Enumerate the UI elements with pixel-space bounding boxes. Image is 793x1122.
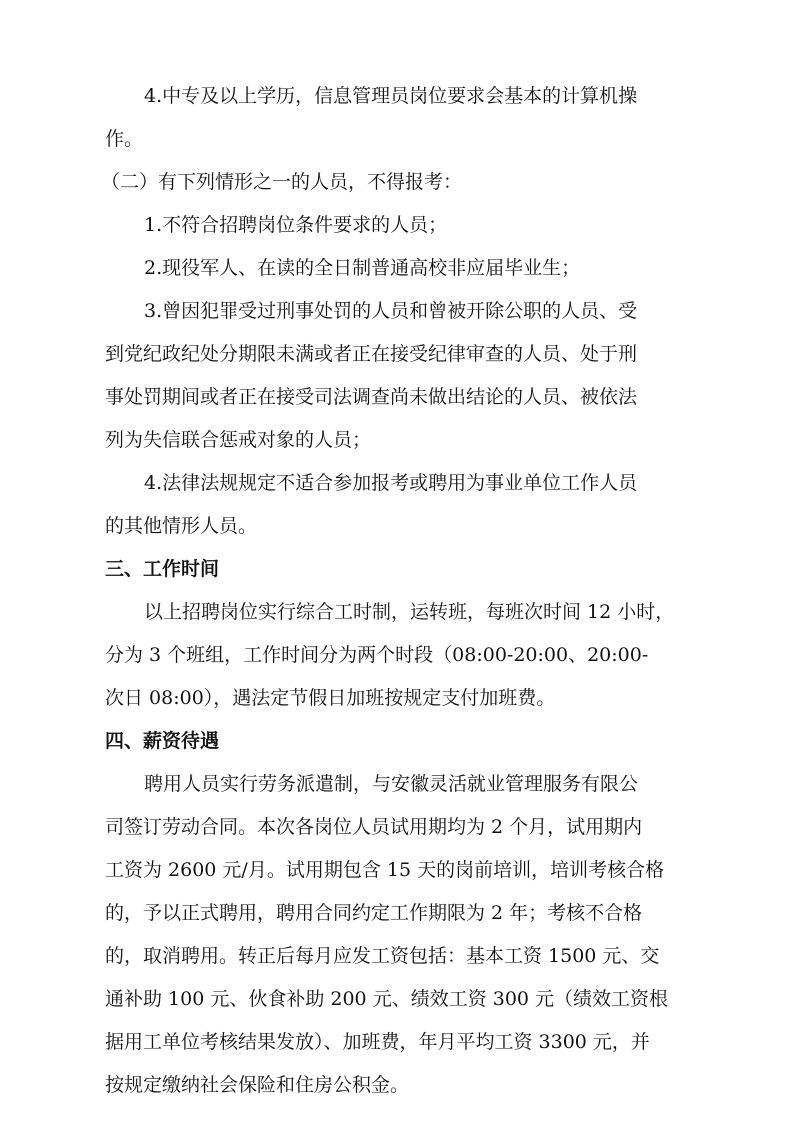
paragraph-line: 次日 08:00），遇法定节假日加班按规定支付加班费。 <box>105 687 556 709</box>
section-heading: 三、工作时间 <box>105 558 220 580</box>
paragraph-line: 分为 3 个班组，工作时间分为两个时段（08:00-20:00、20:00- <box>105 644 649 666</box>
paragraph-line: 司签订劳动合同。本次各岗位人员试用期均为 2 个月，试用期内 <box>105 816 643 838</box>
paragraph-line: 4.中专及以上学历，信息管理员岗位要求会基本的计算机操 <box>144 85 638 107</box>
paragraph-line: 列为失信联合惩戒对象的人员； <box>105 429 372 451</box>
paragraph-line: 通补助 100 元、伙食补助 200 元、绩效工资 300 元（绩效工资根 <box>105 988 669 1010</box>
paragraph-line: 以上招聘岗位实行综合工时制，运转班，每班次时间 12 小时， <box>144 601 675 623</box>
list-item: 2.现役军人、在读的全日制普通高校非应届毕业生； <box>144 257 581 279</box>
paragraph-line: 的其他情形人员。 <box>105 515 258 537</box>
paragraph-line: 到党纪政纪处分期限未满或者正在接受纪律审查的人员、处于刑 <box>105 343 638 365</box>
paragraph-line: 的，予以正式聘用，聘用合同约定工作期限为 2 年；考核不合格 <box>105 902 643 924</box>
list-item: 3.曾因犯罪受过刑事处罚的人员和曾被开除公职的人员、受 <box>144 300 638 322</box>
paragraph-line: 按规定缴纳社会保险和住房公积金。 <box>105 1074 410 1096</box>
paragraph-line: 聘用人员实行劳务派遣制，与安徽灵活就业管理服务有限公 <box>144 773 639 795</box>
paragraph-line: 工资为 2600 元/月。试用期包含 15 天的岗前培训，培训考核合格 <box>105 859 665 881</box>
paragraph-line: 作。 <box>105 128 144 150</box>
list-item: 4.法律法规规定不适合参加报考或聘用为事业单位工作人员 <box>144 472 638 494</box>
paragraph-line: 的，取消聘用。转正后每月应发工资包括：基本工资 1500 元、交 <box>105 945 660 967</box>
subsection-heading: （二）有下列情形之一的人员，不得报考： <box>101 171 463 193</box>
paragraph-line: 事处罚期间或者正在接受司法调查尚未做出结论的人员、被依法 <box>105 386 638 408</box>
paragraph-line: 据用工单位考核结果发放）、加班费，年月平均工资 3300 元，并 <box>105 1031 650 1053</box>
list-item: 1.不符合招聘岗位条件要求的人员； <box>144 214 448 236</box>
section-heading: 四、薪资待遇 <box>105 730 220 752</box>
